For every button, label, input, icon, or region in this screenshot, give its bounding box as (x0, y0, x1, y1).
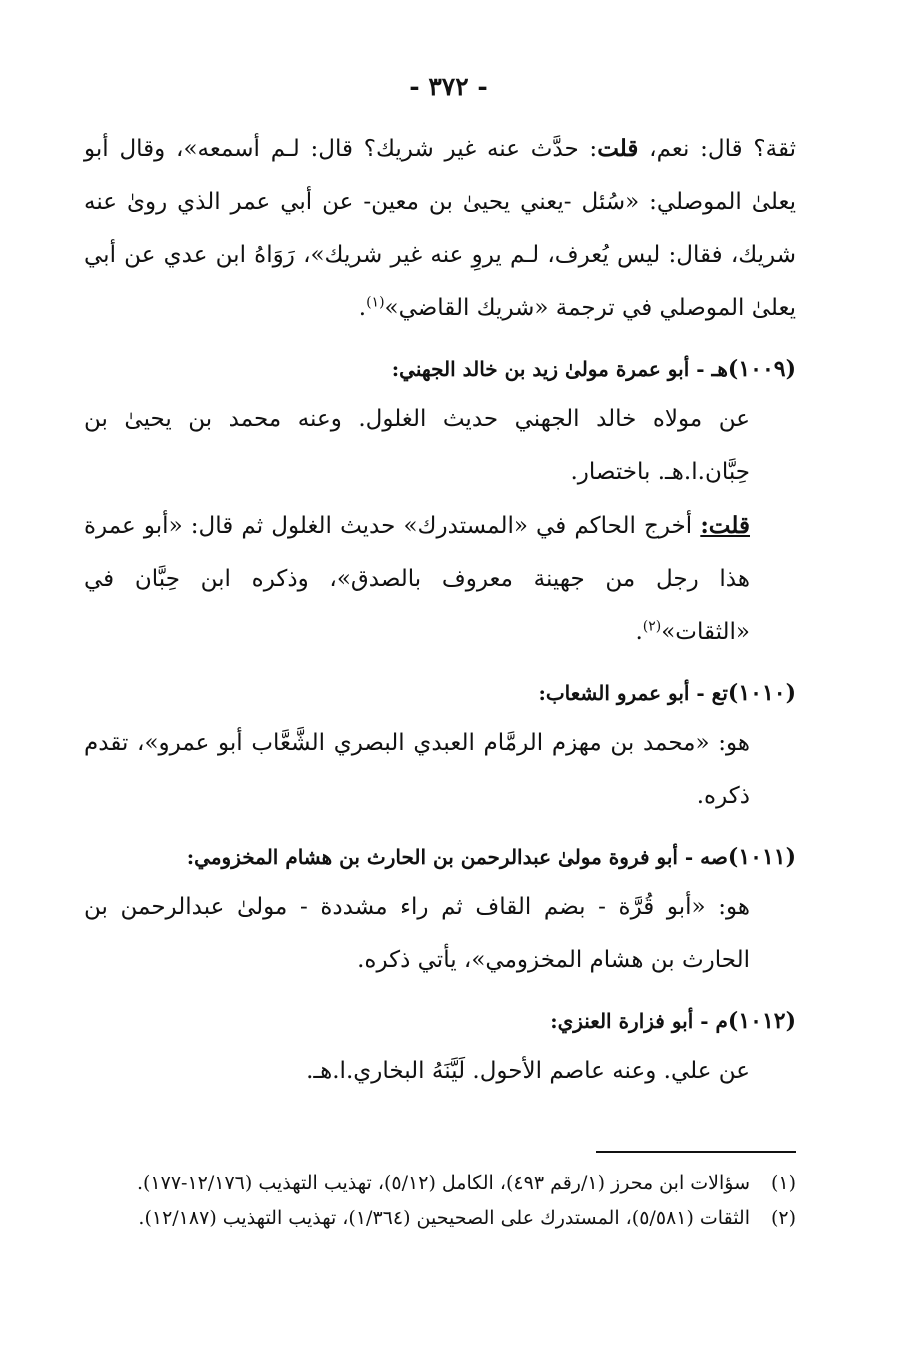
footnote-ref-1: (١) (366, 294, 385, 311)
footnote-ref-2: (٢) (642, 618, 662, 635)
intro-text-end: . (358, 295, 367, 321)
entry-paragraph: عن مولاه خالد الجهني حديث الغلول. وعنه محمد بن يحيىٰ بن حِبَّان.ا.هـ. باختصار. (84, 406, 750, 485)
entry-1011 (84, 837, 796, 987)
entry-heading (84, 837, 796, 877)
footnote-separator (596, 1151, 796, 1153)
footnote-1 (84, 1168, 796, 1199)
entry-number: (١٠١٠) (727, 680, 796, 706)
entry-paragraph: هو: «أبو قُرَّة - بضم القاف ثم راء مشددة - مولىٰ عبدالرحمن بن الحارث بن هشام المخزومي»، يأتي ذكره. (84, 894, 750, 973)
entry-heading-text: صه - أبو فروة مولىٰ عبدالرحمن بن الحارث بن هشام المخزومي: (186, 845, 728, 869)
entry-1010 (84, 673, 796, 823)
intro-paragraph (84, 122, 796, 335)
page-number: - ٣٧٢ - (409, 72, 488, 101)
entry-heading (84, 1001, 796, 1041)
entry-paragraph: عن علي. وعنه عاصم الأحول. لَيَّنَهُ البخاري.ا.هـ. (306, 1058, 750, 1084)
footnote-marker: (٢) (770, 1207, 796, 1229)
entry-heading-text: تع - أبو عمرو الشعاب: (538, 681, 728, 705)
footnote-marker: (١) (770, 1172, 796, 1194)
entry-number: (١٠١٢) (727, 1008, 796, 1034)
entry-number: (١٠٠٩) (727, 356, 796, 382)
entry-heading (84, 349, 796, 389)
entry-note-text: أخرج الحاكم في «المستدرك» حديث الغلول ثم قال: «أبو عمرة هذا رجل من جهينة معروف بالصدق»، وذكره ابن حِبَّان في «الثقات» (84, 513, 750, 645)
intro-text-start: ثقة؟ قال: نعم، (638, 136, 796, 162)
entry-number: (١٠١١) (727, 844, 796, 870)
entry-heading-text: م - أبو فزارة العنزي: (550, 1009, 728, 1033)
entry-heading-text: هـ - أبو عمرة مولىٰ زيد بن خالد الجهني: (391, 357, 728, 381)
footnote-2 (84, 1203, 796, 1234)
entry-1009 (84, 349, 796, 659)
entry-note-end: . (635, 619, 643, 645)
footnote-text: سؤالات ابن محرز (١/رقم ٤٩٣)، الكامل (٥/١٢)، تهذيب التهذيب (١٢/١٧٦-١٧٧). (136, 1172, 750, 1194)
entry-paragraph: هو: «محمد بن مهزم الرمَّام العبدي البصري الشَّعَّاب أبو عمرو»، تقدم ذكره. (84, 730, 750, 809)
main-text (84, 122, 796, 1098)
entry-heading (84, 673, 796, 713)
entry-1012 (84, 1001, 796, 1098)
entry-note (84, 499, 796, 659)
entry-note-label: قلت: (700, 512, 750, 539)
footnote-text: الثقات (٥/٥٨١)، المستدرك على الصحيحين (١/٣٦٤)، تهذيب التهذيب (١٢/١٨٧). (138, 1207, 750, 1229)
intro-qultu-label: قلت (597, 135, 639, 162)
intro-text-body: : حدَّث عنه غير شريك؟ قال: لـم أسمعه»، وقال أبو يعلىٰ الموصلي: «سُئل -يعني يحيىٰ بن معين- عن أبي عمر الذي روىٰ عنه شريك، فقال: ليس يُعرف، لـم يروِ عنه غير شريك»، رَوَاهُ ابن عدي عن أبي يعلىٰ الموصلي في ترجمة «شريك القاضي» (84, 136, 796, 321)
footnotes (84, 1168, 796, 1238)
